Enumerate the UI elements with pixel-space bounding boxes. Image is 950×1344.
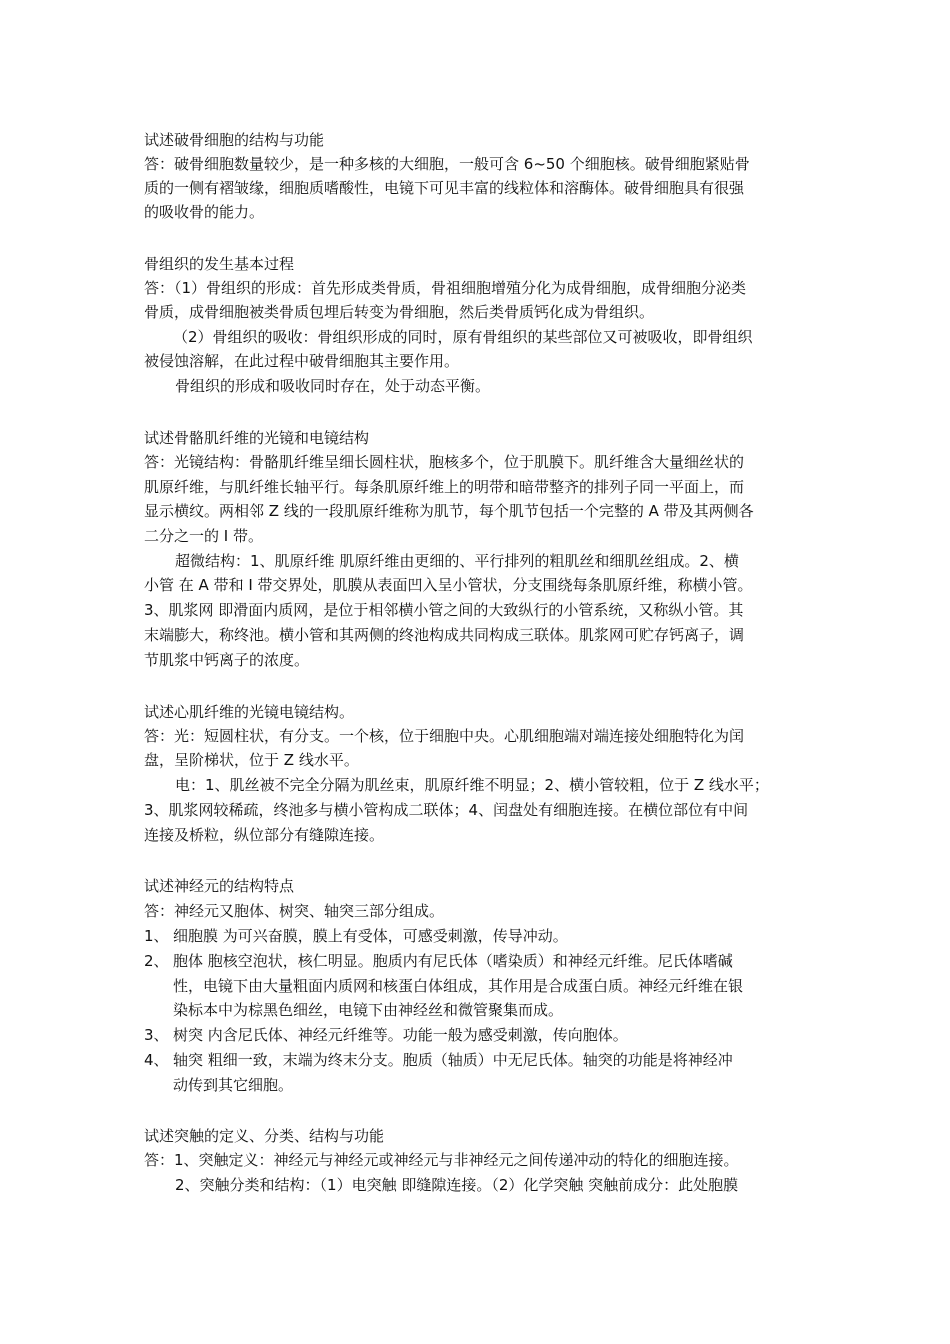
text-line: 骨质，成骨细胞被类骨质包埋后转变为骨细胞，然后类骨质钙化成为骨组织。 [144, 303, 655, 321]
list-item: 动传到其它细胞。 [173, 1076, 294, 1094]
text-line: 答：1、突触定义：神经元与神经元或神经元与非神经元之间传递冲动的特化的细胞连接。 [144, 1151, 739, 1169]
text-line: 答：破骨细胞数量较少，是一种多核的大细胞，一般可含 6~50 个细胞核。破骨细胞紧贴骨 [144, 155, 750, 173]
section-heading: 试述心肌纤维的光镜电镜结构。 [144, 703, 355, 721]
section-heading: 试述骨骼肌纤维的光镜和电镜结构 [144, 429, 370, 447]
text-line: 肌原纤维，与肌纤维长轴平行。每条肌原纤维上的明带和暗带整齐的排列子同一平面上，而 [144, 478, 745, 496]
text-line: 2、突触分类和结构：（1）电突触 即缝隙连接。（2）化学突触 突触前成分：此处胞膜 [175, 1176, 739, 1194]
section-heading: 试述神经元的结构特点 [144, 877, 295, 895]
text-line: 节肌浆中钙离子的浓度。 [144, 651, 310, 669]
section-heading: 试述破骨细胞的结构与功能 [144, 131, 325, 149]
text-line: 质的一侧有褶皱缘，细胞质嗜酸性，电镜下可见丰富的线粒体和溶酶体。破骨细胞具有很强 [144, 179, 745, 197]
text-line: 3、肌浆网 即滑面内质网，是位于相邻横小管之间的大致纵行的小管系统，又称纵小管。其 [144, 601, 744, 619]
text-line: 3、肌浆网较稀疏，终池多与横小管构成二联体；4、闰盘处有细胞连接。在横位部位有中间 [144, 801, 749, 819]
text-line: 末端膨大，称终池。横小管和其两侧的终池构成共同构成三联体。肌浆网可贮存钙离子，调 [144, 626, 745, 644]
list-item: 性，电镜下由大量粗面内质网和核蛋白体组成，其作用是合成蛋白质。神经元纤维在银 [173, 977, 744, 995]
text-line: 二分之一的 I 带。 [144, 527, 263, 545]
text-line: 小管 在 A 带和 I 带交界处，肌膜从表面凹入呈小管状，分支围绕每条肌原纤维，称横小管。 [144, 576, 753, 594]
section-heading: 试述突触的定义、分类、结构与功能 [144, 1127, 385, 1145]
text-line: 答：光镜结构：骨骼肌纤维呈细长圆柱状，胞核多个，位于肌膜下。肌纤维含大量细丝状的 [144, 453, 745, 471]
list-number: 3、 [144, 1026, 169, 1044]
list-number: 1、 [144, 927, 169, 945]
text-line: （2）骨组织的吸收：骨组织形成的同时，原有骨组织的某些部位又可被吸收，即骨组织 [173, 328, 753, 346]
list-item: 轴突 粗细一致，末端为终末分支。胞质（轴质）中无尼氏体。轴突的功能是将神经冲 [173, 1051, 733, 1069]
list-number: 2、 [144, 952, 169, 970]
text-line: 盘，呈阶梯状，位于 Z 线水平。 [144, 751, 359, 769]
section-heading: 骨组织的发生基本过程 [144, 255, 295, 273]
text-line: 答：光：短圆柱状，有分支。一个核，位于细胞中央。心肌细胞端对端连接处细胞特化为闰 [144, 727, 745, 745]
text-line: 答：神经元又胞体、树突、轴突三部分组成。 [144, 902, 445, 920]
text-line: 电：1、肌丝被不完全分隔为肌丝束，肌原纤维不明显；2、横小管较粗，位于 Z 线水平； [175, 776, 769, 794]
list-item: 染标本中为棕黑色细丝，电镜下由神经丝和微管聚集而成。 [173, 1001, 564, 1019]
list-item: 胞体 胞核空泡状，核仁明显。胞质内有尼氏体（嗜染质）和神经元纤维。尼氏体嗜碱 [173, 952, 733, 970]
text-line: 骨组织的形成和吸收同时存在，处于动态平衡。 [175, 377, 491, 395]
text-line: 被侵蚀溶解，在此过程中破骨细胞其主要作用。 [144, 352, 460, 370]
text-line: 答：（1）骨组织的形成：首先形成类骨质，骨祖细胞增殖分化为成骨细胞，成骨细胞分泌类 [144, 279, 747, 297]
text-line: 的吸收骨的能力。 [144, 203, 265, 221]
text-line: 连接及桥粒，纵位部分有缝隙连接。 [144, 826, 385, 844]
list-item: 树突 内含尼氏体、神经元纤维等。功能一般为感受刺激，传向胞体。 [173, 1026, 628, 1044]
text-line: 超微结构：1、肌原纤维 肌原纤维由更细的、平行排列的粗肌丝和细肌丝组成。2、横 [175, 552, 739, 570]
text-line: 显示横纹。两相邻 Z 线的一段肌原纤维称为肌节，每个肌节包括一个完整的 A 带及其两侧各 [144, 502, 754, 520]
list-number: 4、 [144, 1051, 169, 1069]
list-item: 细胞膜 为可兴奋膜，膜上有受体，可感受刺激，传导冲动。 [173, 927, 568, 945]
